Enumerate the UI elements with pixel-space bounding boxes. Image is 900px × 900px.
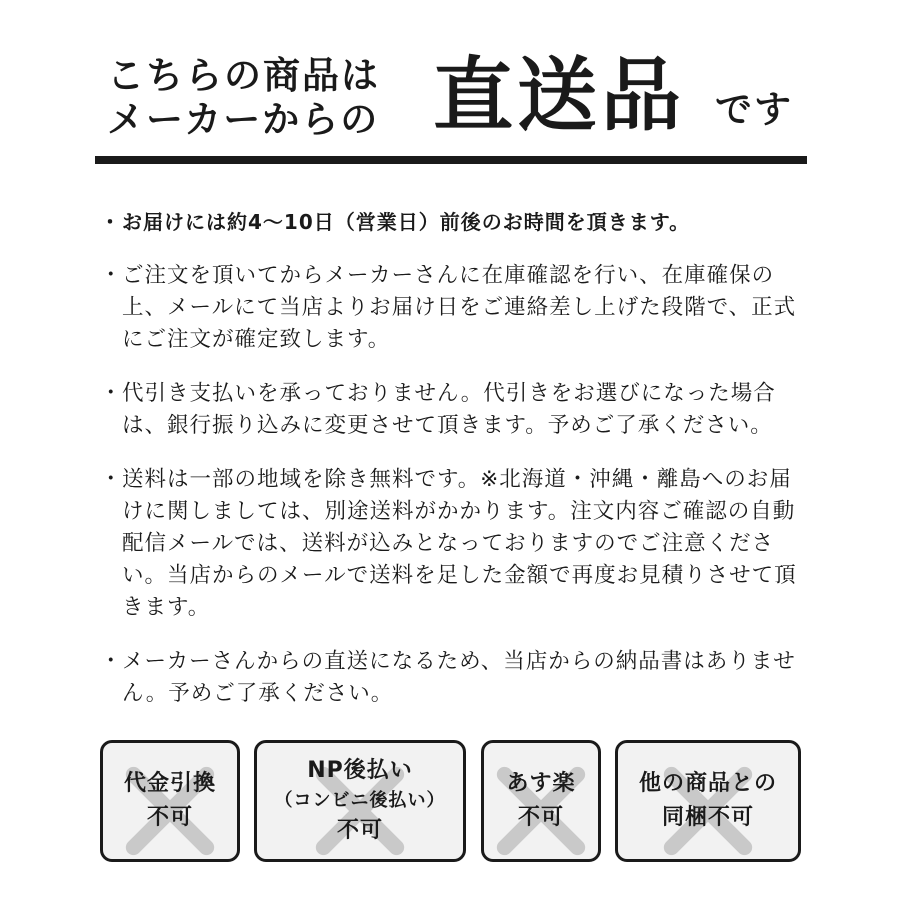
badge-line-2: 同梱不可 <box>661 805 754 830</box>
note-text: お届けには約4〜10日（営業日）前後のお時間を頂きます。 <box>122 210 691 234</box>
badge-line-1: あす楽 <box>506 771 576 796</box>
badge-text <box>275 754 446 848</box>
bullet: ・ <box>100 263 123 288</box>
bullet: ・ <box>100 467 123 492</box>
header-small-text <box>107 54 380 142</box>
note-item <box>100 464 800 624</box>
badge-line-2: 不可 <box>146 805 193 830</box>
note-text: 代引き支払いを承っておりません。代引きをお選びになった場合は、銀行振り込みに変更させて頂きます。予めご了承ください。 <box>122 381 776 438</box>
note-item <box>100 260 800 356</box>
badge-text <box>639 767 777 835</box>
header-tail-text: です <box>715 88 793 131</box>
badge-text <box>124 767 216 835</box>
header <box>95 48 807 148</box>
badge-line-1: NP後払い <box>307 758 413 783</box>
badge-sub: （コンビニ後払い） <box>274 790 446 811</box>
badge-bundle-not-available <box>615 740 801 862</box>
header-line-2: メーカーからの <box>107 98 380 141</box>
note-text: ご注文を頂いてからメーカーさんに在庫確認を行い、在庫確保の上、メールにて当店よりお届け日をご連絡差し上げた段階で、正式にご注文が確定致します。 <box>122 263 797 352</box>
badge-line-1: 他の商品との <box>638 771 777 796</box>
restriction-badges <box>100 740 802 862</box>
badge-cod-not-available <box>100 740 240 862</box>
header-line-1: こちらの商品は <box>107 54 380 97</box>
badge-next-day-not-available <box>481 740 601 862</box>
header-divider <box>95 156 807 164</box>
badge-np-not-available <box>254 740 466 862</box>
note-item <box>100 206 800 238</box>
bullet: ・ <box>100 210 121 234</box>
note-item <box>100 378 800 442</box>
badge-line-1: 代金引換 <box>123 771 216 796</box>
header-big-text: 直送品 <box>433 49 685 142</box>
note-text: メーカーさんからの直送になるため、当店からの納品書はありません。予めご了承ください。 <box>122 649 796 706</box>
note-item <box>100 646 800 710</box>
bullet: ・ <box>100 649 123 674</box>
note-text: 送料は一部の地域を除き無料です。※北海道・沖縄・離島へのお届けに関しましては、別途送料がかかります。注文内容ご確認の自動配信メールでは、送料が込みとなっておりますのでご注意ください。当店からのメールで送料を足した金額で再度お見積りさせて頂きます。 <box>122 467 797 620</box>
notes-list <box>100 206 800 732</box>
badge-line-2: 不可 <box>517 805 564 830</box>
badge-text <box>506 767 575 835</box>
bullet: ・ <box>100 381 123 406</box>
badge-line-2: 不可 <box>336 818 383 843</box>
